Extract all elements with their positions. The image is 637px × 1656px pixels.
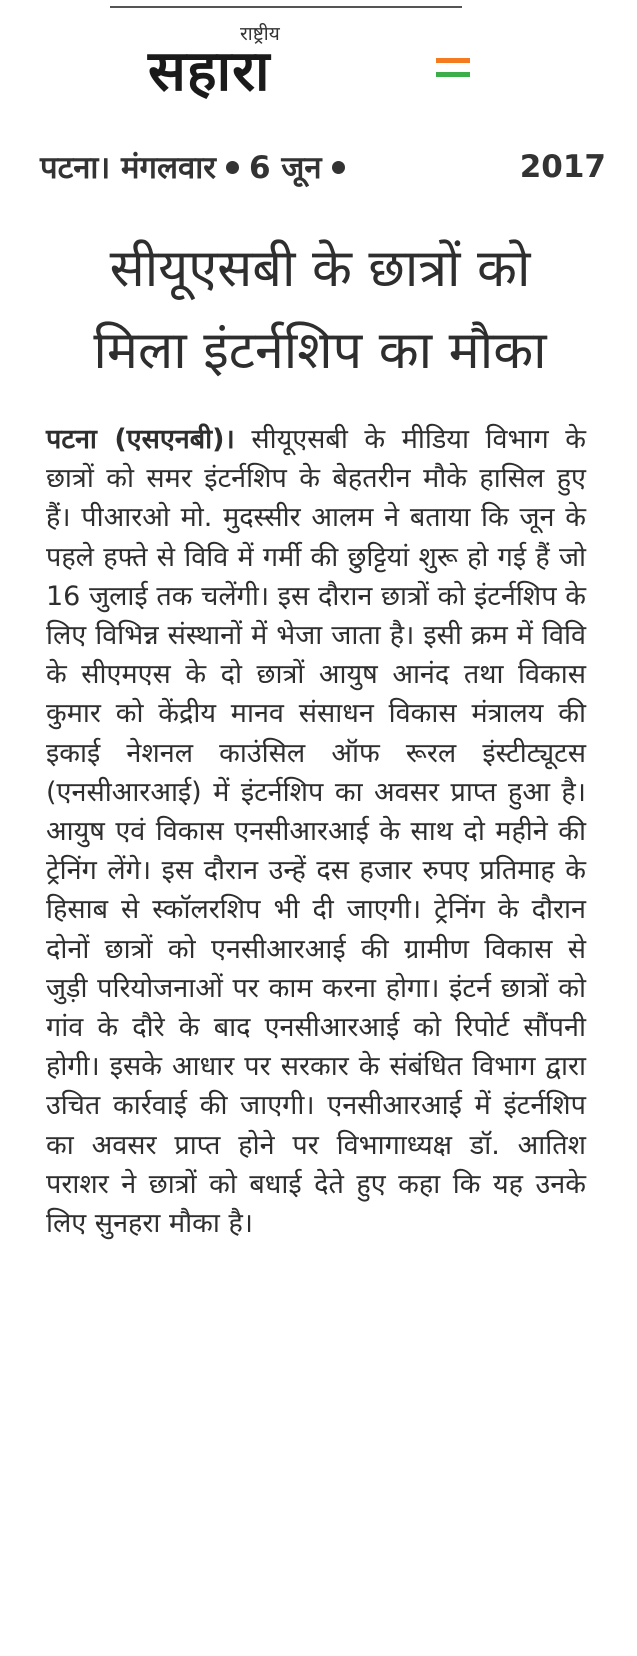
dateline <box>40 146 610 188</box>
article-body <box>46 420 586 1243</box>
dateline-date: 6 जून <box>248 150 322 186</box>
masthead-title: सहारा <box>148 39 271 104</box>
article-headline <box>40 228 600 392</box>
top-rule <box>110 6 462 8</box>
bullet-icon <box>332 161 345 174</box>
flag-icon <box>436 58 470 80</box>
masthead-subtitle: राष्ट्रीय <box>240 23 280 45</box>
article-text: सीयूएसबी के मीडिया विभाग के छात्रों को समर इंटर्नशिप के बेहतरीन मौके हासिल हुए हैं। पीआरओ मो. मुदस्सीर आलम ने बताया कि जून के पहले हफ्ते से विवि में गर्मी की छुट्टियां शुरू हो गई हैं जो 16 जुलाई तक चलेंगी। इस दौरान छात्रों को इंटर्नशिप के लिए विभिन्न संस्थानों में भेजा जाता है। इसी क्रम में विवि के सीएमएस के दो छात्रों आयुष आनंद तथा विकास कुमार को केंद्रीय मानव संसाधन विकास मंत्रालय की इकाई नेशनल काउंसिल ऑफ रूरल इंस्टीट्यूटस (एनसीआरआई) में इंटर्नशिप का अवसर प्राप्त हुआ है। आयुष एवं विकास एनसीआरआई के साथ दो महीने की ट्रेनिंग लेंगे। इस दौरान उन्हें दस हजार रुपए प्रतिमाह के हिसाब से स्कॉलरशिप भी दी जाएगी। ट्रेनिंग के दौरान दोनों छात्रों को एनसीआरआई की ग्रामीण विकास से जुड़ी परियोजनाओं पर काम करना होगा। इंटर्न छात्रों को गांव के दौरे के बाद एनसीआरआई को रिपोर्ट सौंपनी होगी। इसके आधार पर सरकार के संबंधित विभाग द्वारा उचित कार्रवाई की जाएगी। एनसीआरआई में इंटर्नशिप का अवसर प्राप्त होने पर विभागाध्यक्ष डॉ. आतिश पराशर ने छात्रों को बधाई देते हुए कहा कि यह उनके लिए सुनहरा मौका है। <box>46 424 587 1240</box>
dateline-year: 2017 <box>519 149 606 185</box>
headline-line-1: सीयूएसबी के छात्रों को <box>109 239 531 299</box>
headline-line-2: मिला इंटर्नशिप का मौका <box>93 321 547 381</box>
newspaper-masthead <box>140 18 470 108</box>
article-lead: पटना (एसएनबी)। <box>46 424 235 455</box>
bullet-icon <box>226 161 239 174</box>
dateline-city-day: पटना। मंगलवार <box>40 150 216 186</box>
